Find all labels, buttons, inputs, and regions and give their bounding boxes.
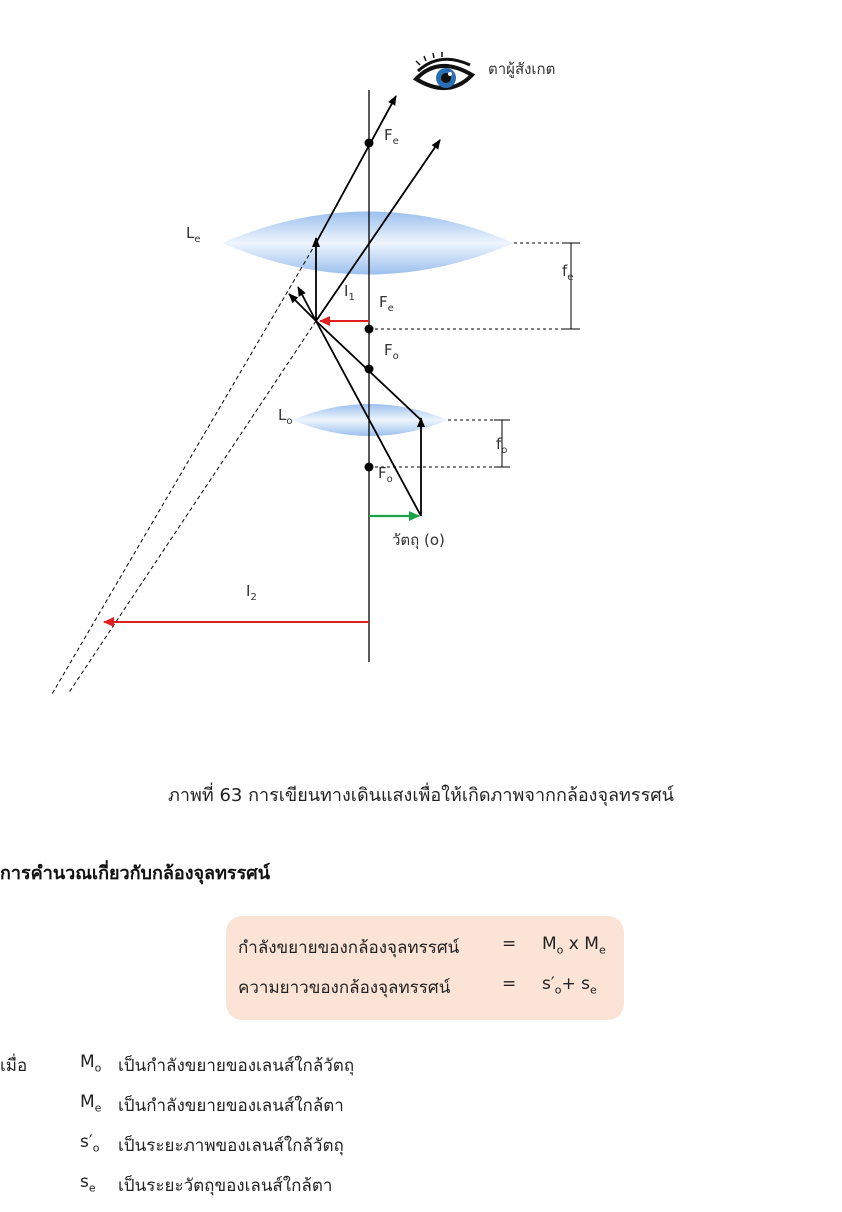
- eyepiece-lens: [222, 212, 514, 275]
- definition-text: เป็นระยะภาพของเลนส์ใกล้วัตถุ: [118, 1136, 344, 1156]
- definition-text: เป็นกำลังขยายของเลนส์ใกล้ตา: [118, 1096, 344, 1116]
- definition-symbol: $s_e$: [80, 1172, 96, 1195]
- formula-row: [226, 974, 624, 1014]
- formula-equals: =: [502, 934, 517, 954]
- ray: [298, 287, 316, 321]
- definition-row: [0, 1052, 842, 1092]
- dashed-extension-ray: [68, 321, 316, 694]
- objective-lens-label: $L_o$: [278, 406, 293, 427]
- definition-row: [0, 1132, 842, 1172]
- section-heading: การคำนวณเกี่ยวกับกล้องจุลทรรศน์: [0, 863, 270, 884]
- focal-point-label: $F_e$: [384, 126, 399, 147]
- image-1-label: $I_1$: [344, 282, 355, 303]
- formula-value: $M_o$ x $M_e$: [542, 934, 606, 957]
- focal-length-label: $f_e$: [562, 262, 574, 283]
- definition-row: [0, 1172, 842, 1212]
- eye-label: ตาผู้สังเกต: [488, 60, 556, 78]
- definitions-intro: เมื่อ: [0, 1056, 28, 1076]
- focal-point-dot: [365, 325, 374, 334]
- formula-row: [226, 934, 624, 974]
- formula-name: ความยาวของกล้องจุลทรรศน์: [238, 978, 451, 998]
- formula-equals: =: [502, 974, 517, 994]
- definition-row: [0, 1092, 842, 1132]
- focal-point-label: $F_o$: [384, 341, 399, 362]
- definition-symbol: $s'_o$: [80, 1132, 100, 1155]
- eyepiece-lens-label: $L_e$: [186, 224, 201, 245]
- focal-point-dot: [365, 365, 374, 374]
- definition-symbol: $M_o$: [80, 1052, 102, 1075]
- focal-length-label: $f_o$: [496, 435, 508, 456]
- focal-point-label: $F_e$: [379, 293, 394, 314]
- object-label: วัตถุ (o): [392, 531, 445, 549]
- formula-name: กำลังขยายของกล้องจุลทรรศน์: [238, 938, 460, 958]
- figure-caption: ภาพที่ 63 การเขียนทางเดินแสงเพื่อให้เกิดภาพจากกล้องจุลทรรศน์: [168, 785, 674, 806]
- focal-point-label: $F_o$: [378, 464, 393, 485]
- formula-box: [226, 916, 624, 1020]
- dashed-extension-ray: [52, 243, 316, 694]
- definition-text: เป็นกำลังขยายของเลนส์ใกล้วัตถุ: [118, 1056, 355, 1076]
- formula-value: $s'_o+ s_e$: [542, 974, 597, 997]
- focal-point-dot: [365, 139, 374, 148]
- eye-icon: [416, 52, 472, 88]
- definition-symbol: $M_e$: [80, 1092, 102, 1115]
- definitions-list: [0, 1052, 842, 1212]
- image-2-label: $I_2$: [246, 582, 257, 603]
- definition-text: เป็นระยะวัตถุของเลนส์ใกล้ตา: [118, 1176, 333, 1196]
- focal-point-dot: [365, 463, 374, 472]
- ray: [289, 294, 316, 321]
